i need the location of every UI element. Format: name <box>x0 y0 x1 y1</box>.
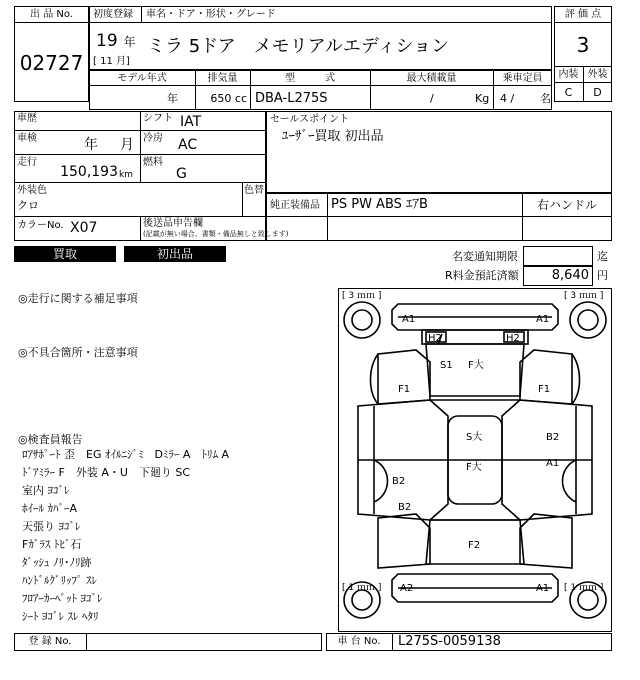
mark-grille-l: H2 <box>428 333 442 344</box>
model-year-unit: 年 <box>167 92 178 105</box>
shift-label: シフト <box>143 113 173 124</box>
equipment-label: 純正装備品 <box>270 200 320 211</box>
mark-rear-bumper-l: A2 <box>400 583 414 594</box>
ac-value: AC <box>178 137 198 153</box>
report-line: 室内 ﾖｺﾞﾚ <box>22 484 70 497</box>
lot-number-label: 出 品 No. <box>30 9 73 20</box>
mileage-unit: km <box>119 170 133 180</box>
title-change-label: 名変通知期限 <box>452 250 518 263</box>
mark-front-bumper-r: A1 <box>536 314 550 325</box>
driving-notes-label: ◎走行に関する補足事項 <box>18 292 138 305</box>
color-no-value: X07 <box>70 220 98 236</box>
reg-no-label: 登 録 No. <box>28 636 72 647</box>
chassis-label: 車 台 No. <box>337 636 381 647</box>
report-line: ﾌﾛｱｰｶｰﾍﾟｯﾄ ﾖｺﾞﾚ <box>22 592 103 605</box>
first-reg-month: [ 11 月] <box>93 56 130 67</box>
mark-front-bumper-l: A1 <box>402 314 416 325</box>
tire-tr-depth: [ 3 ｍｍ ] <box>564 291 604 301</box>
color-no-label: カラーNo. <box>17 220 64 231</box>
mark-hood-1: S1 <box>440 360 453 371</box>
sales-point-label: セールスポイント <box>270 114 350 125</box>
type-label: 型 式 <box>285 73 335 84</box>
mark-door-l-front: B2 <box>392 476 406 487</box>
exterior-label: 外装 <box>587 69 608 80</box>
mileage-label: 走行 <box>17 157 37 168</box>
grade-label: 評 価 点 <box>564 9 602 20</box>
exterior-grade: D <box>593 86 602 99</box>
model-year-label: モデル年式 <box>117 73 167 84</box>
mileage-value: 150,193 <box>60 164 118 180</box>
report-line: ﾄﾞｱﾐﾗｰ F 外装 A・U 下廻り SC <box>22 466 191 479</box>
mark-rear-bumper-r: A1 <box>536 583 550 594</box>
car-damage-diagram <box>338 288 612 632</box>
max-load-value: / <box>430 92 434 105</box>
tire-br-depth: [ 1 ｍｍ ] <box>564 583 604 593</box>
sales-point-value: ﾕｰｻﾞｰ買取 初出品 <box>282 129 384 144</box>
recycle-label: R料金預託済額 <box>445 269 519 282</box>
lot-number: 02727 <box>19 51 84 75</box>
post-doc-note: (記載が無い場合、書類・備品無しと致します) <box>143 230 289 238</box>
inspection-label: 車検 <box>17 133 37 144</box>
mark-door-r-rear: A1 <box>546 458 560 469</box>
first-reg-label: 初度登録 <box>93 9 133 20</box>
recycle-value: 8,640 <box>551 268 589 283</box>
capacity-value: 4 / <box>500 92 515 105</box>
displacement-value: 650 cc <box>210 92 247 105</box>
history-label: 車歴 <box>17 113 37 124</box>
mark-roof-1: S大 <box>466 432 483 443</box>
mark-door-r-front: B2 <box>546 432 560 443</box>
report-line: ﾎｲｰﾙ ｶﾊﾞｰA <box>22 502 78 515</box>
mark-roof-2: F大 <box>466 462 482 473</box>
mark-door-l-rear: B2 <box>398 502 412 513</box>
inspection-year: 年 <box>84 137 98 153</box>
interior-grade: C <box>564 86 573 99</box>
post-doc-label: 後送品申告欄 <box>143 218 203 229</box>
mark-fender-r: F1 <box>538 384 551 395</box>
report-line: ﾛｱｻﾎﾟｰﾄ 歪 EG ｵｲﾙﾆｼﾞﾐ Dﾐﾗｰ A ﾄﾘﾑ A <box>22 448 229 461</box>
title-change-value-box <box>523 246 593 266</box>
inspection-month: 月 <box>120 137 134 153</box>
interior-label: 内装 <box>558 69 579 80</box>
car-name: ミラ 5ドア メモリアルエディション <box>147 36 450 57</box>
tag-buyback: 買取 <box>14 246 116 262</box>
max-load-unit: Kg <box>475 92 490 105</box>
type-value: DBA-L275S <box>255 91 328 106</box>
ext-color-value: クロ <box>17 199 39 212</box>
mark-hood-2: F大 <box>468 360 484 371</box>
report-line: 天張り ﾖｺﾞﾚ <box>22 520 81 533</box>
color-change-label: 色替 <box>244 185 264 196</box>
first-reg-year: 19 年 <box>96 31 136 51</box>
mark-trunk: F2 <box>468 540 481 551</box>
displacement-label: 排気量 <box>207 73 238 84</box>
fuel-value: G <box>176 166 187 182</box>
mark-grille-r: H2 <box>506 333 520 344</box>
defects-label: ◎不具合箇所・注意事項 <box>18 346 138 359</box>
title-change-unit: 迄 <box>597 250 608 263</box>
capacity-unit: 名 <box>540 92 551 105</box>
capacity-label: 乗車定員 <box>502 73 543 84</box>
max-load-label: 最大積載量 <box>406 73 457 84</box>
car-desc-label: 車名・ドア・形状・グレード <box>146 9 276 20</box>
report-line: Fｶﾞﾗｽ ﾄﾋﾞ石 <box>22 538 82 551</box>
report-line: ﾊﾝﾄﾞﾙｸﾞﾘｯﾌﾟ ｽﾚ <box>22 574 97 587</box>
report-line: ﾀﾞｯｼｭ ﾉﾘ･ﾉﾘ跡 <box>22 556 92 569</box>
grade-value: 3 <box>576 33 590 57</box>
shift-value: IAT <box>180 114 202 130</box>
report-line: ｼｰﾄ ﾖｺﾞﾚ ｽﾚ ﾍﾀﾘ <box>22 610 99 623</box>
tag-first-listing: 初出品 <box>124 246 226 262</box>
tire-bl-depth: [ 1 ｍｍ ] <box>342 583 382 593</box>
ac-label: 冷房 <box>143 133 163 144</box>
tire-tl-depth: [ 3 ｍｍ ] <box>342 291 382 301</box>
mark-fender-l: F1 <box>398 384 411 395</box>
recycle-unit: 円 <box>597 269 608 282</box>
inspector-report-label: ◎検査員報告 <box>18 433 83 446</box>
steering-value: 右ハンドル <box>536 198 597 212</box>
equipment-value: PS PW ABS ｴｱB <box>331 197 428 212</box>
fuel-label: 燃料 <box>143 157 163 168</box>
chassis-value: L275S-0059138 <box>398 634 501 649</box>
ext-color-label: 外装色 <box>17 185 47 196</box>
